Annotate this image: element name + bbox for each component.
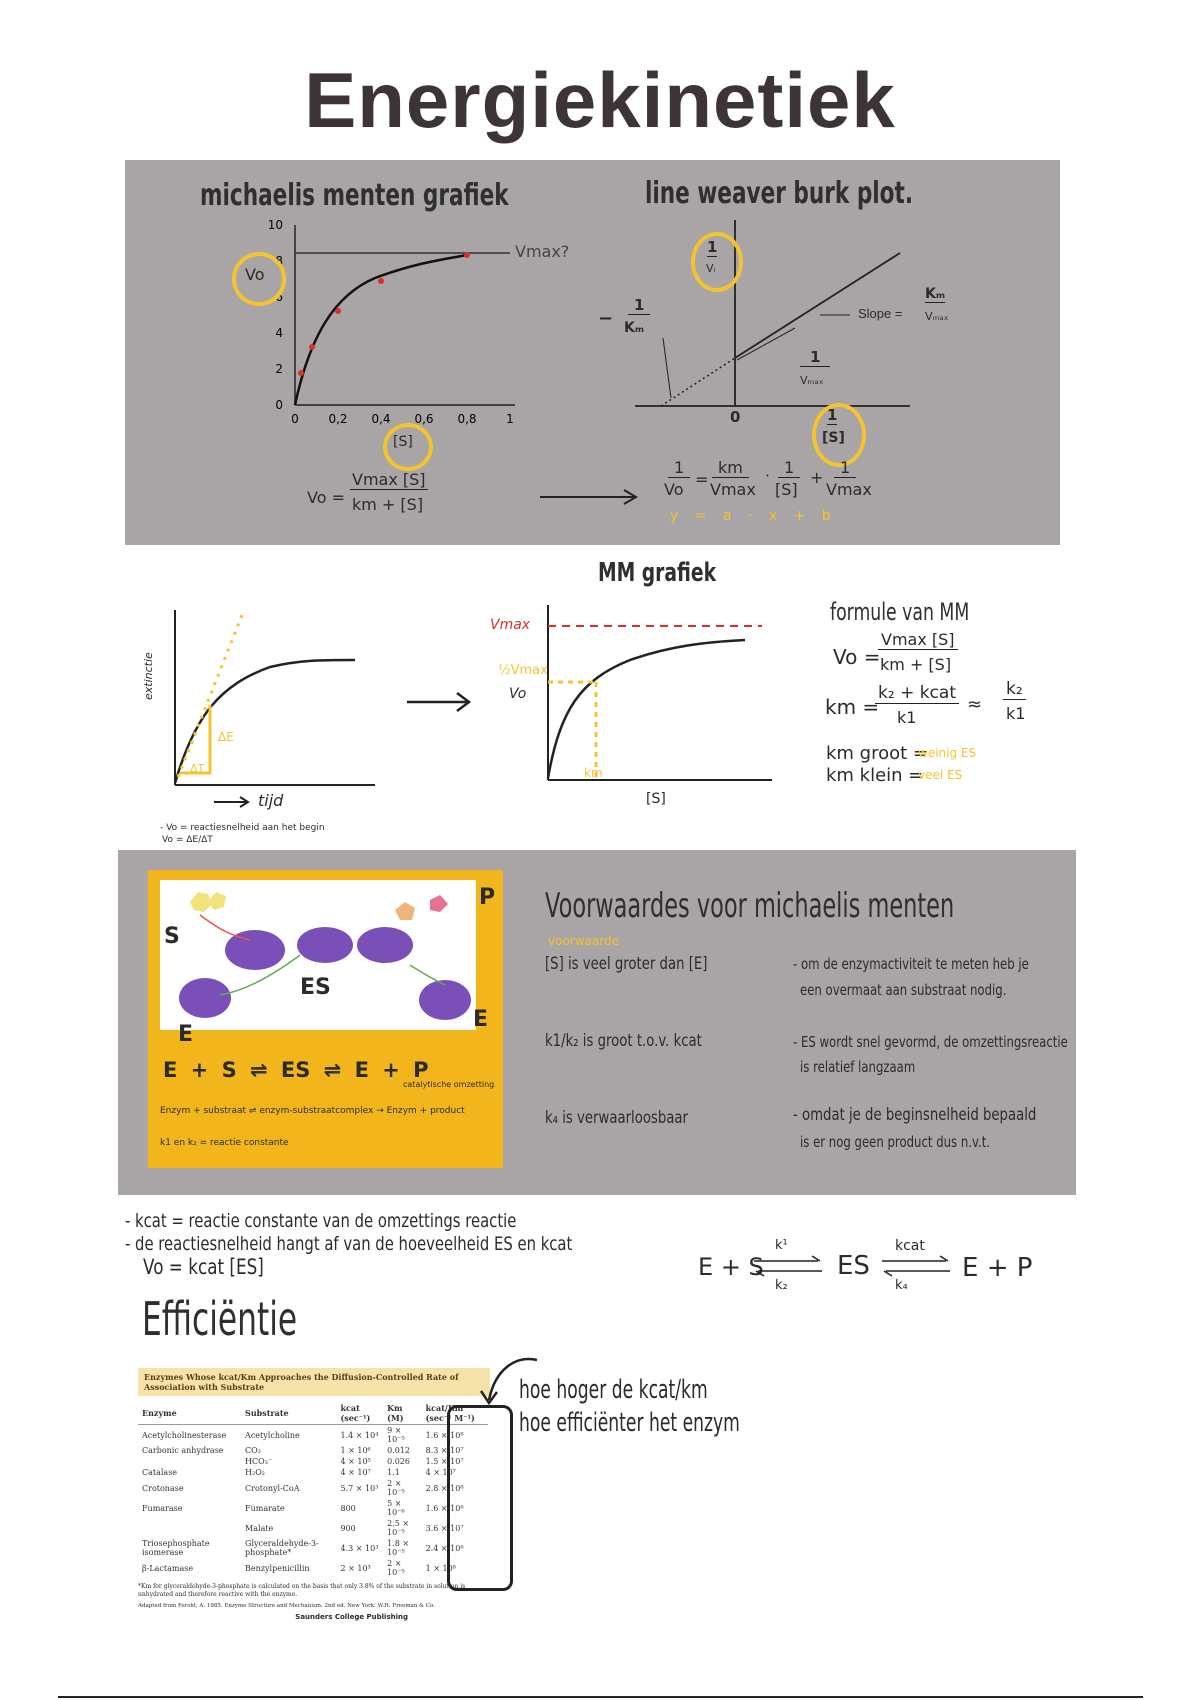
mm-ytick: 2 [275, 362, 283, 376]
mm-data-point [309, 344, 315, 350]
condition-2-right: - ES wordt snel gevormd, de omzettingsreactie [793, 1033, 1068, 1051]
mm-grafiek-title: MM grafiek [598, 558, 717, 588]
lb-yaxis-num: 1 [707, 238, 718, 256]
diagram-label-e1: E [178, 1022, 194, 1047]
mm-ytick: 6 [275, 290, 283, 304]
lb-f-t3-den: Vmax [826, 480, 872, 499]
mm-graph-title: michaelis menten grafiek [200, 178, 509, 213]
lb-intercept-den: Vₘₐₓ [800, 374, 824, 387]
f2-left: km = [825, 695, 880, 719]
table-row: Catalase H₂O₂ 4 × 10⁷ 1.1 4 × 10⁷ [142, 1468, 456, 1477]
eq-right: E + P [962, 1253, 1033, 1283]
kcat-bullet-2: - de reactiesnelheid hangt af van de hoeveelheid ES en kcat [125, 1233, 573, 1255]
table-header: Substrate [241, 1402, 336, 1425]
vmax-label: Vmax? [515, 242, 570, 261]
km-klein-value: veel ES [918, 768, 963, 782]
f2-num: k₂ + kcat [875, 683, 959, 704]
mm-xtick: 1 [506, 412, 514, 426]
f2-den2: k1 [1006, 704, 1026, 723]
table-header: Km (M) [383, 1402, 422, 1425]
bottom-divider [58, 1696, 1143, 1698]
lb-plot-title: line weaver burk plot. [645, 176, 914, 211]
lb-neg-den: Kₘ [624, 320, 645, 336]
vmax-red-label: Vmax [490, 617, 531, 633]
table-row: Acetylcholinesterase Acetylcholine 1.4 × 10⁴ 9 × 10⁻⁵ 1.6 × 10⁸ [142, 1426, 464, 1444]
diagram-label-p: P [479, 885, 496, 910]
lb-f-t1-den: Vmax [710, 480, 756, 499]
reaction-legend: Enzym + substraat ⇌ enzym-substraatcomplex → Enzym + product [160, 1106, 465, 1116]
k-note: k1 en k₂ = reactie constante [160, 1138, 289, 1148]
mm-xlabel: [S] [393, 434, 413, 450]
diagram-label-e2: E [473, 1007, 489, 1032]
table-header: Enzyme [138, 1402, 241, 1425]
mm-ytick: 10 [267, 218, 283, 232]
kcat-km-column-highlight [447, 1405, 513, 1591]
table-header: kcat (sec⁻¹) [337, 1402, 384, 1425]
mm-ytick: 4 [275, 326, 283, 340]
mm-formula-numerator: Vmax [S] [352, 470, 426, 489]
eq-mid: ES [837, 1251, 870, 1281]
mm-ytick: 0 [275, 398, 283, 412]
f1-den: km + [S] [880, 655, 952, 674]
lb-x-den: [S] [822, 430, 845, 446]
enzyme-diagram-image [160, 880, 476, 1030]
f2-num2: k₂ [1003, 679, 1026, 700]
eq-k1: k¹ [775, 1238, 788, 1253]
eq-k4: k₄ [895, 1278, 908, 1293]
condition-1-right: - om de enzymactiviteit te meten heb je [793, 955, 1029, 973]
lb-f-t2-num: 1 [778, 458, 800, 478]
efficiency-note-2: hoe efficiënter het enzym [519, 1408, 740, 1438]
conditions-subtitle: voorwaarde [548, 934, 619, 948]
vo-note-1: - Vo = reactiesnelheid aan het begin [160, 823, 325, 833]
mm-ytick: 8 [275, 254, 283, 268]
reaction-equation: E + S ⇌ ES ⇌ E + P [163, 1058, 429, 1082]
table-row: β-Lactamase Benzylpenicillin 2 × 10³ 2 × 10⁻⁵ 1 × 10⁸ [142, 1559, 456, 1577]
mm-data-point [464, 252, 470, 258]
table-row: Triosephosphate isomerase Glyceraldehyde-3-phosphate* 4.3 × 10³ 1.8 × 10⁻⁵ 2.4 × 10⁸ [142, 1539, 464, 1557]
f2-approx: ≈ [967, 694, 983, 715]
mm-xtick: 0,6 [414, 412, 434, 426]
diagram-label-es: ES [300, 975, 331, 1000]
mm-formula-left: Vo = [307, 488, 345, 507]
mm-data-point [335, 308, 341, 314]
equilibrium-arrows-icon [752, 1255, 824, 1277]
lb-yeq: y = a · x + b [670, 508, 837, 524]
efficiency-note-1: hoe hoger de kcat/km [519, 1375, 708, 1405]
mm-xtick: 0 [291, 412, 299, 426]
mm-grafiek-xlabel: [S] [646, 791, 666, 807]
lb-neg-num: 1 [628, 296, 650, 315]
km-klein: km klein = [826, 765, 924, 786]
f2-den: k1 [897, 708, 917, 727]
vo-label: Vo [509, 686, 527, 702]
table-row: Fumarase Fumarate 800 5 × 10⁻⁶ 1.6 × 10⁸ [142, 1499, 464, 1517]
lb-f-eq: = [695, 470, 709, 489]
mm-graph [225, 215, 535, 440]
extinction-ylabel: extinctie [142, 652, 155, 700]
delta-t-label: ΔT [190, 762, 205, 775]
condition-3-right: - omdat je de beginsnelheid bepaald [793, 1105, 1037, 1125]
lb-f-t2-den: [S] [775, 480, 798, 499]
eq-kcat: kcat [895, 1238, 925, 1254]
mm-data-point [298, 370, 304, 376]
formula-mm-title: formule van MM [830, 598, 970, 626]
equilibrium-arrows-icon [880, 1255, 952, 1277]
arrow-right-icon [212, 795, 252, 809]
efficiency-title: Efficiëntie [142, 1292, 298, 1346]
km-groot-value: weinig ES [918, 746, 977, 760]
kcat-bullet-3: Vo = kcat [ES] [143, 1255, 264, 1279]
f1-left: Vo = [833, 645, 881, 669]
table-row: Crotonase Crotonyl-CoA 5.7 × 10³ 2 × 10⁻⁵ 2.8 × 10⁸ [142, 1479, 464, 1497]
lb-origin: 0 [730, 408, 741, 426]
condition-2-right-2: is relatief langzaam [800, 1058, 916, 1076]
extinction-xlabel: tijd [258, 791, 284, 810]
arrow-right-icon [405, 690, 473, 714]
eq-left: E + S [698, 1253, 764, 1281]
table-row: Malate 900 2.5 × 10⁻⁵ 3.6 × 10⁷ [245, 1519, 464, 1537]
enzyme-table [138, 1402, 488, 1578]
condition-2-left: k1/k₂ is groot t.o.v. kcat [545, 1031, 702, 1051]
vo-note-2: Vo = ΔE/ΔT [162, 835, 213, 845]
kcat-bullet-1: - kcat = reactie constante van de omzettings reactie [125, 1210, 517, 1232]
km-groot: km groot = [826, 743, 928, 764]
mm-ylabel: Vo [245, 265, 265, 284]
eq-k2: k₂ [775, 1278, 788, 1293]
table-row: Carbonic anhydrase CO₂ 1 × 10⁶ 0.012 8.3 × 10⁷ [142, 1446, 464, 1455]
arrow-right-icon [538, 487, 643, 507]
extinction-graph [150, 605, 390, 795]
f1-num: Vmax [S] [878, 630, 958, 650]
condition-1-left: [S] is veel groter dan [E] [545, 954, 708, 974]
lb-slope-den: Vₘₐₓ [925, 310, 949, 323]
lb-f-dot: · [765, 466, 771, 485]
lb-f-lhs-den: Vo [664, 480, 684, 499]
half-vmax-label: ½Vmax [498, 663, 548, 678]
lb-x-num: 1 [827, 406, 838, 424]
lb-yaxis-den: Vᵢ [706, 262, 716, 275]
lb-intercept-num: 1 [800, 348, 830, 367]
enzyme-table-title: Enzymes Whose kcat/Km Approaches the Diffusion-Controlled Rate of Association with Substrate [138, 1368, 490, 1396]
mm-xtick: 0,8 [457, 412, 477, 426]
mm-formula-denominator: km + [S] [352, 495, 424, 514]
page-title: Energiekinetiek [304, 56, 896, 144]
enzyme-binding-illustration [160, 880, 476, 1030]
lb-neg-sign: − [598, 308, 614, 329]
diagram-label-s: S [164, 924, 180, 949]
km-label: km [584, 766, 603, 780]
mm-xtick: 0,4 [371, 412, 391, 426]
lb-f-t1-num: km [712, 458, 749, 478]
mm-data-point [378, 278, 384, 284]
table-row: HCO₃⁻ 4 × 10⁵ 0.026 1.5 × 10⁷ [245, 1457, 464, 1466]
table-publisher: Saunders College Publishing [295, 1612, 408, 1621]
conditions-title: Voorwaardes voor michaelis menten [545, 886, 955, 926]
mm-xtick: 0,2 [328, 412, 348, 426]
catalytic-note: catalytische omzetting [403, 1080, 495, 1089]
delta-e-label: ΔE [218, 730, 234, 744]
table-footnote: *Km for glyceraldehyde-3-phosphate is calculated on the basis that only 3.8% of the substrate in solution is unhydrated and therefore reactive with the enzyme. [138, 1583, 466, 1598]
lb-f-t3-num: 1 [834, 458, 856, 478]
condition-3-left: k₄ is verwaarloosbaar [545, 1108, 688, 1128]
table-source: Adapted from Fersht, A. 1985. Enzyme Structure and Mechanism. 2nd ed. New York: W.H. Freeman & Co. [138, 1602, 435, 1609]
lb-f-plus: + [810, 468, 824, 487]
lb-slope-num: Kₘ [925, 286, 946, 302]
mm-grafiek [540, 600, 780, 790]
condition-3-right-2: is er nog geen product dus n.v.t. [800, 1133, 991, 1151]
lb-slope-label: Slope = [858, 306, 903, 321]
lb-f-lhs-num: 1 [668, 458, 690, 478]
condition-1-right-2: een overmaat aan substraat nodig. [800, 981, 1007, 999]
table-header: kcat/Km (sec⁻¹ M⁻¹) [422, 1402, 488, 1425]
